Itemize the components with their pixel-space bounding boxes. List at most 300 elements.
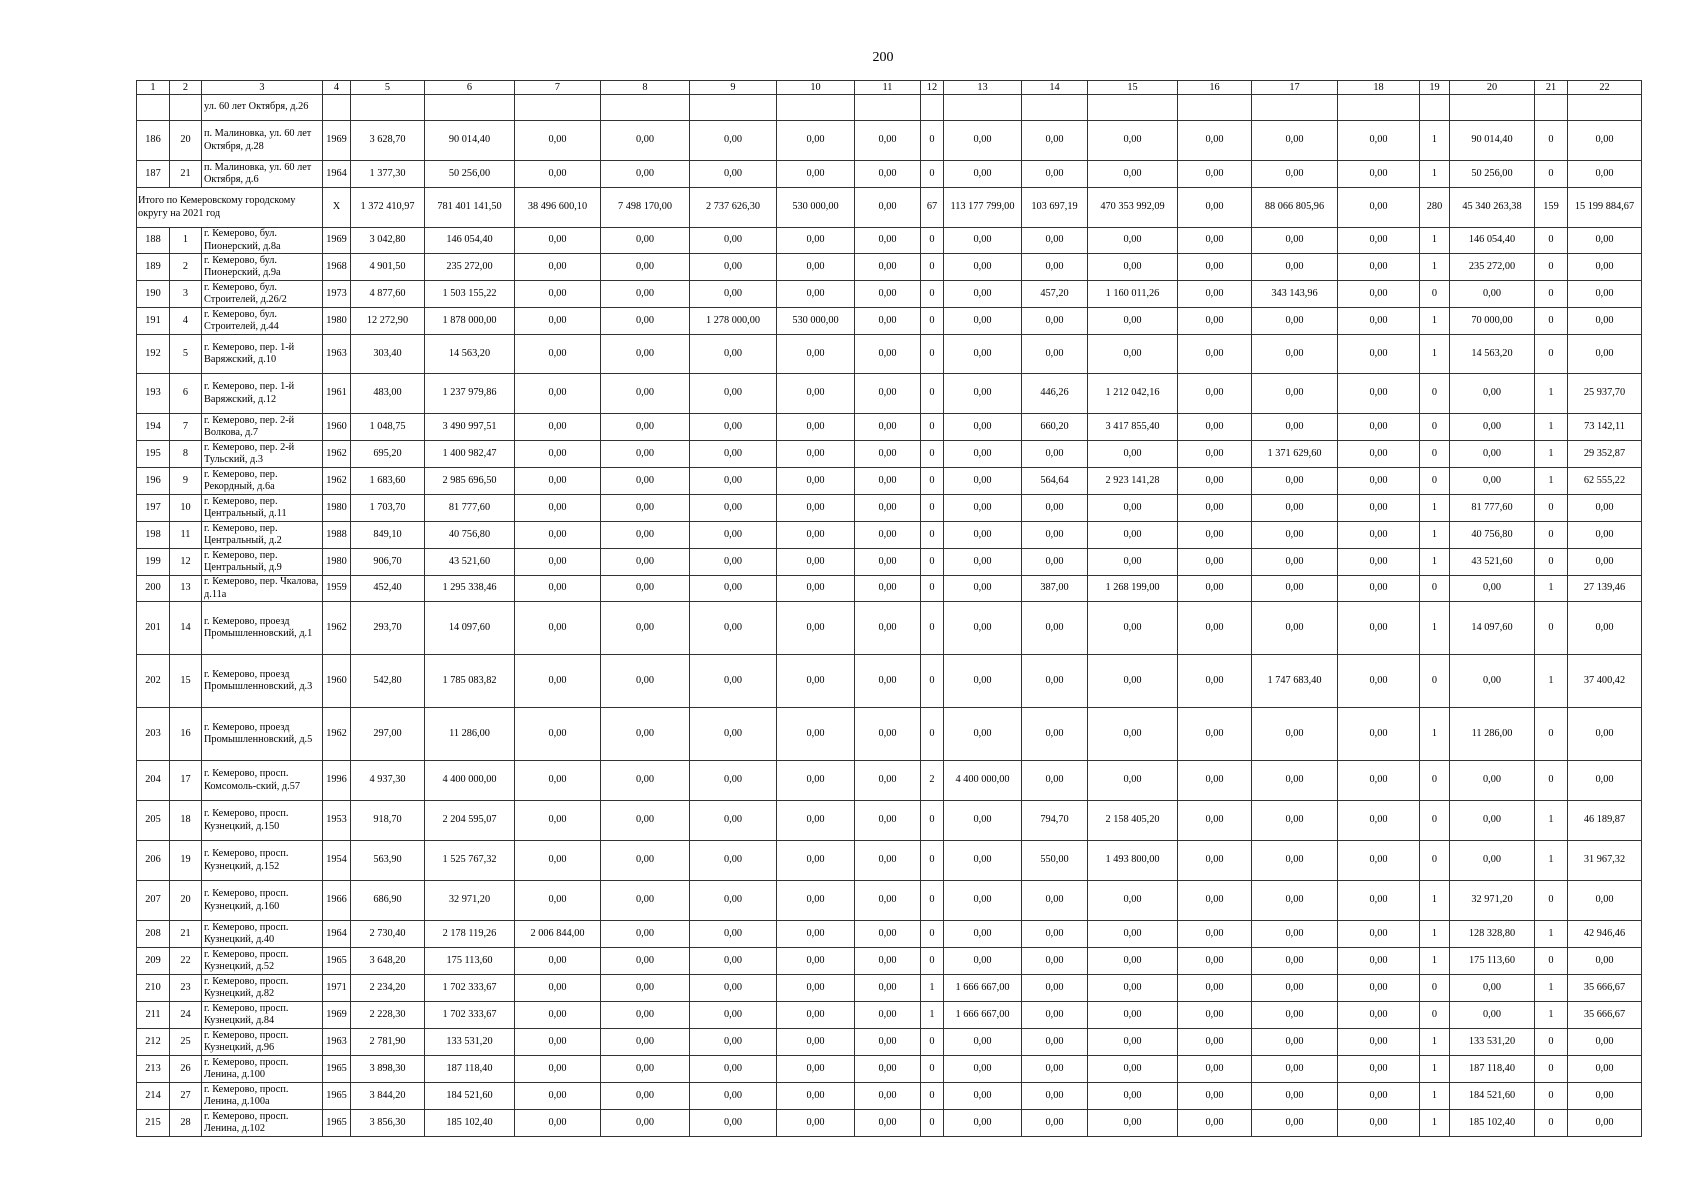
table-cell: 0: [1420, 975, 1450, 1002]
table-cell: 0,00: [1338, 761, 1420, 801]
table-cell: 483,00: [351, 374, 425, 414]
table-row: [137, 602, 1642, 655]
table-cell: 0,00: [1022, 121, 1088, 161]
table-cell: 2 228,30: [351, 1002, 425, 1029]
table-row: [137, 308, 1642, 335]
table-cell: [170, 95, 202, 121]
table-cell: 192: [137, 335, 170, 374]
table-cell: 0,00: [1088, 655, 1178, 708]
table-cell: 4 400 000,00: [425, 761, 515, 801]
table-cell: 6: [170, 374, 202, 414]
table-cell: 0,00: [515, 441, 601, 468]
table-cell: 0,00: [1088, 161, 1178, 188]
table-cell: 0,00: [1178, 374, 1252, 414]
table-cell: 0,00: [944, 549, 1022, 576]
total-cell: 88 066 805,96: [1252, 188, 1338, 228]
table-cell: 0,00: [1178, 1110, 1252, 1137]
table-row: [137, 335, 1642, 374]
total-cell: 470 353 992,09: [1088, 188, 1178, 228]
address-cell: г. Кемерово, просп. Кузнецкий, д.152: [202, 841, 323, 881]
table-cell: 0,00: [855, 655, 921, 708]
table-cell: 0: [1420, 761, 1450, 801]
table-cell: 0,00: [1178, 881, 1252, 921]
table-cell: 0,00: [601, 655, 690, 708]
table-cell: 0,00: [1568, 1110, 1642, 1137]
table-cell: 343 143,96: [1252, 281, 1338, 308]
table-cell: 0: [921, 374, 944, 414]
table-cell: 1: [1420, 254, 1450, 281]
table-cell: 0,00: [855, 921, 921, 948]
table-cell: 0,00: [777, 414, 855, 441]
table-cell: 212: [137, 1029, 170, 1056]
table-cell: 0,00: [1338, 335, 1420, 374]
table-cell: 0,00: [515, 975, 601, 1002]
table-cell: 206: [137, 841, 170, 881]
table-cell: 1 878 000,00: [425, 308, 515, 335]
table-cell: 0,00: [855, 1083, 921, 1110]
table-cell: 0,00: [777, 602, 855, 655]
table-cell: 27: [170, 1083, 202, 1110]
table-cell: [1450, 95, 1535, 121]
column-header: 22: [1568, 81, 1642, 95]
table-row: [137, 921, 1642, 948]
table-cell: 4 400 000,00: [944, 761, 1022, 801]
table-row: [137, 1056, 1642, 1083]
table-row: [137, 468, 1642, 495]
table-cell: 204: [137, 761, 170, 801]
table-cell: 918,70: [351, 801, 425, 841]
table-cell: 14 563,20: [425, 335, 515, 374]
table-cell: 0,00: [1568, 1056, 1642, 1083]
table-cell: 3 628,70: [351, 121, 425, 161]
table-cell: 0,00: [1252, 374, 1338, 414]
table-cell: 210: [137, 975, 170, 1002]
table-cell: 0,00: [1088, 1083, 1178, 1110]
table-cell: 0,00: [1450, 841, 1535, 881]
table-row: [137, 254, 1642, 281]
table-cell: 0,00: [777, 655, 855, 708]
table-cell: 1 503 155,22: [425, 281, 515, 308]
table-cell: 0,00: [1338, 549, 1420, 576]
column-header: 20: [1450, 81, 1535, 95]
table-cell: 0: [1535, 761, 1568, 801]
table-cell: 0,00: [944, 495, 1022, 522]
table-cell: 0: [921, 414, 944, 441]
table-cell: 50 256,00: [1450, 161, 1535, 188]
table-cell: 22: [170, 948, 202, 975]
table-cell: 43 521,60: [425, 549, 515, 576]
table-cell: 0,00: [1568, 254, 1642, 281]
table-cell: 0,00: [515, 1002, 601, 1029]
table-cell: [425, 95, 515, 121]
table-cell: 13: [170, 576, 202, 602]
table-cell: 0: [1535, 495, 1568, 522]
table-cell: 0,00: [1338, 374, 1420, 414]
table-cell: 0,00: [1022, 335, 1088, 374]
table-cell: 0: [921, 441, 944, 468]
table-cell: 32 971,20: [1450, 881, 1535, 921]
table-cell: 0,00: [1450, 576, 1535, 602]
table-cell: 0,00: [1088, 708, 1178, 761]
table-cell: 0,00: [601, 254, 690, 281]
table-cell: 0,00: [515, 655, 601, 708]
table-cell: 0,00: [690, 841, 777, 881]
table-cell: 0,00: [1338, 121, 1420, 161]
table-cell: 0,00: [1252, 708, 1338, 761]
address-cell: г. Кемерово, пер. 1-й Варяжский, д.10: [202, 335, 323, 374]
table-cell: 0,00: [690, 602, 777, 655]
table-cell: 0,00: [1252, 975, 1338, 1002]
table-cell: 1 371 629,60: [1252, 441, 1338, 468]
table-cell: 0,00: [1178, 228, 1252, 254]
table-cell: 11 286,00: [425, 708, 515, 761]
table-cell: 193: [137, 374, 170, 414]
table-cell: 3 898,30: [351, 1056, 425, 1083]
column-number-header: [137, 81, 1642, 95]
table-cell: 0: [1420, 374, 1450, 414]
table-cell: 0: [921, 948, 944, 975]
table-cell: 0,00: [1252, 495, 1338, 522]
table-cell: 0,00: [515, 881, 601, 921]
total-cell: 280: [1420, 188, 1450, 228]
table-cell: 0,00: [1088, 441, 1178, 468]
table-cell: 0,00: [1568, 881, 1642, 921]
table-cell: 0,00: [777, 576, 855, 602]
table-cell: 0,00: [944, 881, 1022, 921]
table-cell: 0,00: [855, 708, 921, 761]
table-cell: 1: [1535, 576, 1568, 602]
table-cell: 0,00: [690, 549, 777, 576]
table-cell: 0: [921, 881, 944, 921]
table-cell: 0,00: [944, 841, 1022, 881]
table-cell: 0,00: [690, 374, 777, 414]
table-row: [137, 1110, 1642, 1137]
table-cell: 0,00: [515, 228, 601, 254]
table-cell: [777, 95, 855, 121]
table-cell: 184 521,60: [425, 1083, 515, 1110]
table-cell: 19: [170, 841, 202, 881]
table-cell: 70 000,00: [1450, 308, 1535, 335]
table-cell: 12 272,90: [351, 308, 425, 335]
table-cell: 0: [921, 308, 944, 335]
table-cell: [944, 95, 1022, 121]
table-cell: 1969: [323, 228, 351, 254]
table-cell: 21: [170, 161, 202, 188]
table-cell: 1980: [323, 495, 351, 522]
page-number: 200: [872, 50, 894, 65]
table-cell: 0,00: [690, 495, 777, 522]
table-cell: 0,00: [1088, 1110, 1178, 1137]
address-cell: г. Кемерово, просп. Кузнецкий, д.150: [202, 801, 323, 841]
table-cell: 0,00: [1022, 948, 1088, 975]
table-cell: 0: [921, 1029, 944, 1056]
table-cell: 1959: [323, 576, 351, 602]
table-cell: 4 937,30: [351, 761, 425, 801]
table-cell: 0,00: [515, 414, 601, 441]
table-cell: 0,00: [1088, 1002, 1178, 1029]
table-cell: 0,00: [855, 522, 921, 549]
table-cell: 0,00: [1568, 335, 1642, 374]
address-cell: г. Кемерово, просп. Кузнецкий, д.82: [202, 975, 323, 1002]
table-cell: 23: [170, 975, 202, 1002]
table-cell: 191: [137, 308, 170, 335]
table-cell: 0,00: [777, 761, 855, 801]
table-cell: 1969: [323, 121, 351, 161]
table-cell: 0,00: [855, 841, 921, 881]
table-cell: 1: [170, 228, 202, 254]
table-cell: 0: [921, 281, 944, 308]
table-cell: 0,00: [601, 801, 690, 841]
table-cell: 0,00: [944, 602, 1022, 655]
table-cell: 3 844,20: [351, 1083, 425, 1110]
table-cell: 0: [1535, 549, 1568, 576]
table-cell: 0,00: [1178, 975, 1252, 1002]
table-cell: 0,00: [1088, 549, 1178, 576]
table-cell: 0,00: [1088, 1056, 1178, 1083]
table-cell: 1963: [323, 335, 351, 374]
table-cell: 0,00: [1338, 441, 1420, 468]
table-cell: 0,00: [515, 602, 601, 655]
table-cell: 1: [1535, 801, 1568, 841]
table-cell: 1 295 338,46: [425, 576, 515, 602]
table-cell: 0,00: [855, 576, 921, 602]
table-cell: 1 702 333,67: [425, 1002, 515, 1029]
table-cell: [1022, 95, 1088, 121]
table-cell: 21: [170, 921, 202, 948]
table-cell: 1: [921, 975, 944, 1002]
table-cell: 50 256,00: [425, 161, 515, 188]
table-cell: 0,00: [1252, 761, 1338, 801]
table-row: [137, 374, 1642, 414]
table-cell: [1568, 95, 1642, 121]
table-cell: 387,00: [1022, 576, 1088, 602]
table-cell: 0,00: [690, 414, 777, 441]
table-cell: 0,00: [944, 281, 1022, 308]
table-cell: 0,00: [1338, 1002, 1420, 1029]
table-cell: 0: [921, 161, 944, 188]
address-cell: г. Кемерово, пер. Центральный, д.9: [202, 549, 323, 576]
column-header: 10: [777, 81, 855, 95]
table-cell: 0,00: [601, 161, 690, 188]
table-cell: 0,00: [1568, 308, 1642, 335]
column-header: 5: [351, 81, 425, 95]
table-cell: 0,00: [855, 121, 921, 161]
table-cell: 0,00: [1178, 655, 1252, 708]
table-cell: 0,00: [1022, 1110, 1088, 1137]
table-cell: 205: [137, 801, 170, 841]
table-cell: 0,00: [944, 254, 1022, 281]
table-cell: 37 400,42: [1568, 655, 1642, 708]
table-cell: 2 234,20: [351, 975, 425, 1002]
table-cell: 0: [921, 335, 944, 374]
address-cell: п. Малиновка, ул. 60 лет Октября, д.6: [202, 161, 323, 188]
table-cell: 14 097,60: [425, 602, 515, 655]
table-cell: 0,00: [777, 335, 855, 374]
table-cell: 0,00: [777, 1029, 855, 1056]
table-cell: 0,00: [1338, 948, 1420, 975]
table-cell: 0: [921, 522, 944, 549]
table-row: [137, 576, 1642, 602]
table-cell: 0: [921, 576, 944, 602]
table-cell: 1965: [323, 1110, 351, 1137]
table-cell: 0,00: [1338, 161, 1420, 188]
column-header: 9: [690, 81, 777, 95]
table-cell: 0: [921, 602, 944, 655]
column-header: 6: [425, 81, 515, 95]
table-cell: 0,00: [777, 549, 855, 576]
table-cell: 190: [137, 281, 170, 308]
table-cell: 0,00: [690, 228, 777, 254]
table-cell: 199: [137, 549, 170, 576]
table-cell: 1961: [323, 374, 351, 414]
table-cell: 1 278 000,00: [690, 308, 777, 335]
table-cell: 16: [170, 708, 202, 761]
table-cell: 2 923 141,28: [1088, 468, 1178, 495]
table-cell: 0,00: [1338, 308, 1420, 335]
address-cell: г. Кемерово, проезд Промышленновский, д.3: [202, 655, 323, 708]
table-cell: 0,00: [1022, 1029, 1088, 1056]
table-cell: 0,00: [1450, 374, 1535, 414]
table-row: [137, 228, 1642, 254]
table-cell: 1965: [323, 948, 351, 975]
table-cell: 0,00: [1338, 576, 1420, 602]
table-cell: 0,00: [1088, 308, 1178, 335]
table-cell: 0,00: [690, 522, 777, 549]
table-cell: 146 054,40: [1450, 228, 1535, 254]
total-cell: 0,00: [1338, 188, 1420, 228]
column-header: 12: [921, 81, 944, 95]
table-cell: 1968: [323, 254, 351, 281]
table-cell: 0,00: [1178, 1083, 1252, 1110]
address-cell: г. Кемерово, пер. 2-й Тульский, д.3: [202, 441, 323, 468]
table-cell: 0,00: [515, 468, 601, 495]
table-cell: 0,00: [777, 441, 855, 468]
address-cell: г. Кемерово, просп. Кузнецкий, д.52: [202, 948, 323, 975]
table-cell: 0,00: [777, 281, 855, 308]
table-cell: 14 097,60: [1450, 602, 1535, 655]
table-cell: 0,00: [1252, 1056, 1338, 1083]
table-cell: 0,00: [777, 921, 855, 948]
table-cell: 0: [1420, 841, 1450, 881]
table-cell: 1962: [323, 602, 351, 655]
table-cell: 20: [170, 881, 202, 921]
table-cell: 2 730,40: [351, 921, 425, 948]
table-cell: 0,00: [1178, 1029, 1252, 1056]
column-header: 8: [601, 81, 690, 95]
table-cell: 0: [921, 801, 944, 841]
table-cell: 186: [137, 121, 170, 161]
table-cell: 695,20: [351, 441, 425, 468]
table-cell: 20: [170, 121, 202, 161]
table-cell: 0: [1535, 602, 1568, 655]
table-cell: 0,00: [855, 761, 921, 801]
table-cell: 0,00: [1568, 522, 1642, 549]
table-cell: 0,00: [1022, 921, 1088, 948]
total-cell: 7 498 170,00: [601, 188, 690, 228]
table-cell: 0,00: [515, 1083, 601, 1110]
table-cell: 0,00: [601, 948, 690, 975]
column-header: 1: [137, 81, 170, 95]
table-cell: 550,00: [1022, 841, 1088, 881]
table-cell: 0,00: [1088, 121, 1178, 161]
table-cell: 0,00: [1450, 441, 1535, 468]
table-row: [137, 495, 1642, 522]
table-cell: 1964: [323, 921, 351, 948]
table-cell: 1: [1420, 1029, 1450, 1056]
table-cell: 0,00: [855, 468, 921, 495]
table-cell: 1: [1420, 161, 1450, 188]
table-cell: 1: [1535, 921, 1568, 948]
address-cell: г. Кемерово, бул. Строителей, д.26/2: [202, 281, 323, 308]
table-cell: 297,00: [351, 708, 425, 761]
total-cell: 0,00: [855, 188, 921, 228]
table-cell: 0,00: [1178, 281, 1252, 308]
table-cell: 1963: [323, 1029, 351, 1056]
table-cell: 0,00: [1450, 414, 1535, 441]
table-cell: 81 777,60: [1450, 495, 1535, 522]
table-cell: 1971: [323, 975, 351, 1002]
table-cell: 0,00: [1178, 761, 1252, 801]
table-cell: 235 272,00: [1450, 254, 1535, 281]
table-cell: 133 531,20: [1450, 1029, 1535, 1056]
table-cell: 1954: [323, 841, 351, 881]
table-cell: 1966: [323, 881, 351, 921]
table-cell: 235 272,00: [425, 254, 515, 281]
address-cell: г. Кемерово, просп. Кузнецкий, д.160: [202, 881, 323, 921]
table-cell: 0,00: [944, 121, 1022, 161]
table-cell: 26: [170, 1056, 202, 1083]
table-cell: 8: [170, 441, 202, 468]
table-cell: 1: [1420, 495, 1450, 522]
table-cell: 0,00: [944, 441, 1022, 468]
table-cell: 0,00: [1022, 1002, 1088, 1029]
table-cell: 0,00: [855, 374, 921, 414]
table-cell: 0,00: [1178, 308, 1252, 335]
table-cell: 28: [170, 1110, 202, 1137]
table-cell: 189: [137, 254, 170, 281]
table-cell: 175 113,60: [425, 948, 515, 975]
table-cell: 9: [170, 468, 202, 495]
table-cell: 0,00: [515, 576, 601, 602]
table-cell: 0,00: [690, 881, 777, 921]
column-header: 18: [1338, 81, 1420, 95]
table-cell: 0,00: [515, 281, 601, 308]
table-cell: 196: [137, 468, 170, 495]
table-cell: 175 113,60: [1450, 948, 1535, 975]
table-cell: 0,00: [1252, 1110, 1338, 1137]
total-cell: 1 372 410,97: [351, 188, 425, 228]
table-cell: 0,00: [1252, 576, 1338, 602]
table-cell: 0: [1535, 1083, 1568, 1110]
table-cell: 0,00: [944, 1029, 1022, 1056]
table-cell: 0,00: [1450, 801, 1535, 841]
table-cell: 0,00: [1338, 495, 1420, 522]
table-row: [137, 549, 1642, 576]
column-header: 3: [202, 81, 323, 95]
table-cell: 0,00: [1022, 522, 1088, 549]
table-cell: 0,00: [1568, 281, 1642, 308]
table-cell: 0,00: [515, 549, 601, 576]
table-cell: 73 142,11: [1568, 414, 1642, 441]
table-cell: 0,00: [1252, 1083, 1338, 1110]
table-cell: 1 747 683,40: [1252, 655, 1338, 708]
table-cell: 0,00: [855, 1002, 921, 1029]
table-row: [137, 841, 1642, 881]
address-cell: г. Кемерово, пер. Центральный, д.2: [202, 522, 323, 549]
table-cell: 0: [921, 655, 944, 708]
table-cell: 0,00: [1178, 121, 1252, 161]
table-cell: 1: [1535, 414, 1568, 441]
